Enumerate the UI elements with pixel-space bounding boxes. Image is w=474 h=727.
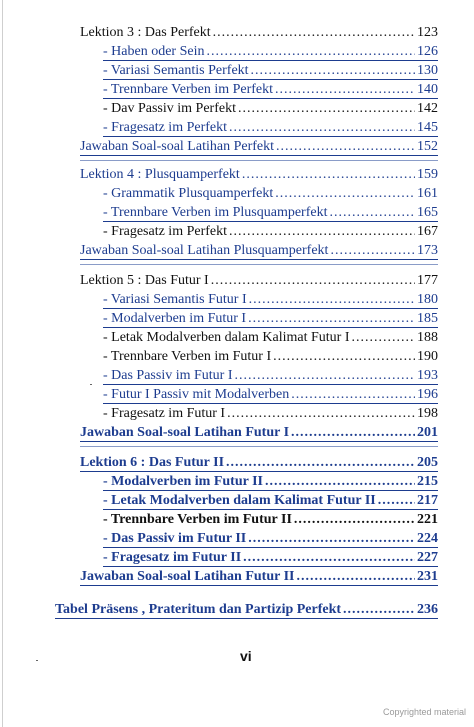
toc-entry-trennbare-verben-perfekt[interactable]: - Trennbare Verben im Perfekt ..... 140	[103, 81, 438, 98]
toc-entry-jawaban-futur-1[interactable]: Jawaban Soal-soal Latihan Futur I ..... 201	[80, 424, 438, 441]
toc-entry-lektion-4[interactable]: Lektion 4 : Plusquamperfekt ..... 159	[80, 166, 438, 183]
toc-entry-lektion-3[interactable]: Lektion 3 : Das Perfekt ..... 123	[80, 24, 438, 41]
toc-entry-haben-oder-sein[interactable]: - Haben oder Sein ..... 126	[103, 43, 438, 60]
toc-entry-variasi-semantis-futur-1[interactable]: - Variasi Semantis Futur I ..... 180	[103, 291, 438, 308]
copyright-watermark: Copyrighted material	[382, 707, 466, 717]
section-divider	[80, 160, 438, 161]
toc-entry-fragesatz-futur-1[interactable]: - Fragesatz im Futur I ..... 198	[103, 405, 438, 422]
toc-entry-passiv-modalverben-futur-1[interactable]: - Futur I Passiv mit Modalverben ..... 196	[103, 386, 438, 403]
page-number: vi	[240, 648, 252, 664]
section-divider	[80, 264, 438, 265]
toc-entry-lektion-6[interactable]: Lektion 6 : Das Futur II ..... 205	[80, 454, 438, 471]
toc-entry-letak-modalverben-futur-2[interactable]: - Letak Modalverben dalam Kalimat Futur II ..... 217	[103, 492, 438, 509]
toc-entry-modalverben-futur-2[interactable]: - Modalverben im Futur II ..... 215	[103, 473, 438, 490]
toc-entry-jawaban-futur-2[interactable]: Jawaban Soal-soal Latihan Futur II ..... 231	[80, 568, 438, 585]
toc-entry-tabel-prasens[interactable]: Tabel Präsens , Prateritum dan Partizip Perfekt ..... 236	[55, 601, 438, 618]
toc-entry-trennbare-verben-futur-2[interactable]: - Trennbare Verben im Futur II ..... 221	[103, 511, 438, 528]
toc-entry-modalverben-futur-1[interactable]: - Modalverben im Futur I ..... 185	[103, 310, 438, 327]
toc-entry-lektion-5[interactable]: Lektion 5 : Das Futur I ..... 177	[80, 272, 438, 289]
scan-speck	[90, 384, 92, 385]
toc-entry-passiv-futur-1[interactable]: - Das Passiv im Futur I ..... 193	[103, 367, 438, 384]
toc-entry-fragesatz-futur-2[interactable]: - Fragesatz im Futur II ..... 227	[103, 549, 438, 566]
toc-entry-passiv-futur-2[interactable]: - Das Passiv im Futur II ..... 224	[103, 530, 438, 547]
toc-entry-jawaban-plusquamperfekt[interactable]: Jawaban Soal-soal Latihan Plusquamperfekt ..... 173	[80, 242, 438, 259]
toc-entry-fragesatz-perfekt[interactable]: - Fragesatz im Perfekt ..... 145	[103, 119, 438, 136]
toc-entry-letak-modalverben-futur-1[interactable]: - Letak Modalverben dalam Kalimat Futur I ..... 188	[103, 329, 438, 346]
scan-speck	[36, 660, 38, 661]
toc-entry-trennbare-verben-futur-1[interactable]: - Trennbare Verben im Futur I ..... 190	[103, 348, 438, 365]
section-divider	[80, 446, 438, 447]
toc-entry-grammatik-plusquamperfekt[interactable]: - Grammatik Plusquamperfekt ..... 161	[103, 185, 438, 202]
toc-entry-jawaban-perfekt[interactable]: Jawaban Soal-soal Latihan Perfekt ..... 152	[80, 138, 438, 155]
toc-entry-trennbare-verben-plusquamperfekt[interactable]: - Trennbare Verben im Plusquamperfekt ..... 165	[103, 204, 438, 221]
toc-entry-fragesatz-plusquamperfekt[interactable]: - Fragesatz im Perfekt ..... 167	[103, 223, 438, 240]
toc-entry-passiv-perfekt[interactable]: - Dav Passiv im Perfekt ..... 142	[103, 100, 438, 117]
toc-entry-variasi-semantis-perfekt[interactable]: - Variasi Semantis Perfekt ..... 130	[103, 62, 438, 79]
